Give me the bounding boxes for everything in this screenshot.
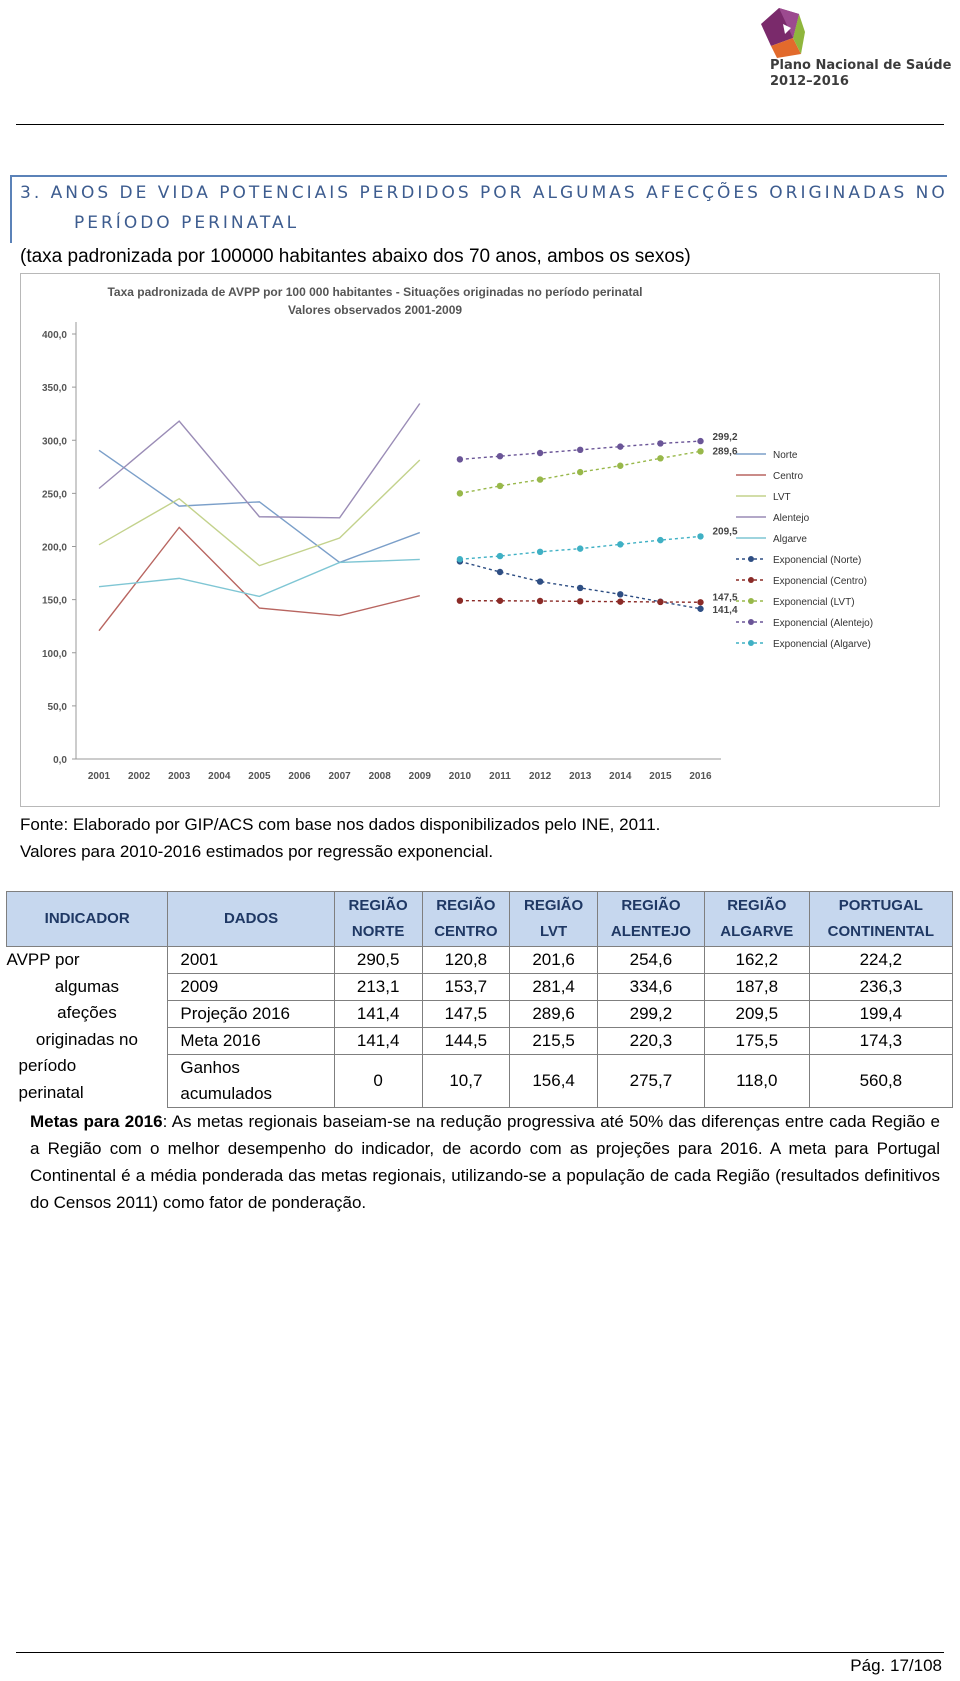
series-point xyxy=(617,541,623,547)
x-tick-label: 2011 xyxy=(489,771,511,782)
chart-title: Taxa padronizada de AVPP por 100 000 habitantes - Situações originadas no período perinatal xyxy=(107,285,643,299)
legend-label: LVT xyxy=(773,492,791,503)
series-point xyxy=(657,455,663,461)
header-dados: DADOS xyxy=(168,892,334,947)
y-tick-label: 200,0 xyxy=(41,542,67,554)
y-tick-label: 0,0 xyxy=(53,755,67,766)
series-point xyxy=(697,438,703,444)
series-point xyxy=(577,545,583,551)
legend-label: Exponencial (LVT) xyxy=(773,597,855,608)
series-point xyxy=(497,483,503,489)
header-indicador: INDICADOR xyxy=(7,892,168,947)
targets-note xyxy=(30,1108,940,1216)
footer-divider xyxy=(16,1652,944,1653)
legend-label: Alentejo xyxy=(773,513,810,524)
x-tick-label: 2010 xyxy=(448,771,472,782)
page-number: Pág. 17/108 xyxy=(850,1656,942,1675)
indicator-table xyxy=(6,891,953,1108)
y-tick-label: 150,0 xyxy=(41,595,67,607)
header-lvt: REGIÃO LVT xyxy=(510,892,598,947)
y-tick-label: 100,0 xyxy=(41,648,67,660)
chart-subtitle: Valores observados 2001-2009 xyxy=(287,303,463,317)
legend-label: Exponencial (Alentejo) xyxy=(773,618,874,629)
targets-note-text: : As metas regionais baseiam-se na redução progressiva até 50% das diferenças entre cada Região e a Região com o melhor desempenho do indicador, de acordo com as projeções para 2016. A meta para Portugal Continental é a média ponderada das metas regionais, utilizando-se a população de cada Região (resultados definitivos do Censos 2011) como fator de ponderação. xyxy=(30,1112,940,1212)
table-header-row xyxy=(7,892,953,947)
y-tick-label: 250,0 xyxy=(41,489,67,501)
chart-series xyxy=(99,403,704,630)
header-portugal: PORTUGAL CONTINENTAL xyxy=(809,892,952,947)
chart-data-labels xyxy=(713,432,738,616)
series-point xyxy=(537,578,543,584)
legend-label: Exponencial (Algarve) xyxy=(773,639,871,650)
series-line xyxy=(99,527,420,630)
series-point xyxy=(497,569,503,575)
series-point xyxy=(697,599,703,605)
x-tick-label: 2006 xyxy=(288,771,311,782)
data-label: 147,5 xyxy=(712,592,738,604)
data-label: 299,2 xyxy=(712,432,738,444)
header-divider xyxy=(16,124,944,125)
legend-marker xyxy=(748,577,754,583)
chart-container xyxy=(20,273,940,807)
data-label: 289,6 xyxy=(712,446,738,458)
x-tick-label: 2009 xyxy=(408,771,431,782)
data-label: 141,4 xyxy=(712,604,738,616)
series-point xyxy=(617,591,623,597)
section-subtitle: (taxa padronizada por 100000 habitantes abaixo dos 70 anos, ambos os sexos) xyxy=(20,246,691,267)
series-point xyxy=(457,556,463,562)
series-point xyxy=(577,447,583,453)
section-title: 3. ANOS DE VIDA POTENCIAIS PERDIDOS POR ALGUMAS AFECÇÕES ORIGINADAS NO xyxy=(20,183,948,203)
plano-nacional-logo xyxy=(745,2,955,97)
y-tick-label: 350,0 xyxy=(41,383,67,395)
x-tick-label: 2013 xyxy=(569,771,592,782)
line-chart xyxy=(21,274,939,806)
series-point xyxy=(577,585,583,591)
header-alentejo: REGIÃO ALENTEJO xyxy=(597,892,704,947)
series-point xyxy=(697,606,703,612)
header-norte: REGIÃO NORTE xyxy=(334,892,422,947)
table-row: AVPP por algumas afeções originadas no período perinatal 2001 290,5 120,8 201,6 254,6 162,2 224,2 xyxy=(7,947,953,974)
chart-legend xyxy=(736,450,873,650)
table-row: Projeção 2016 141,4 147,5 289,6 299,2 209,5 199,4 xyxy=(7,1001,953,1028)
x-tick-label: 2001 xyxy=(87,771,111,782)
series-point xyxy=(537,450,543,456)
table-row: 2009 213,1 153,7 281,4 334,6 187,8 236,3 xyxy=(7,974,953,1001)
series-point xyxy=(457,456,463,462)
legend-marker xyxy=(748,598,754,604)
table-row: Ganhos acumulados 0 10,7 156,4 275,7 118,0 560,8 xyxy=(7,1055,953,1108)
legend-marker xyxy=(748,619,754,625)
series-point xyxy=(697,448,703,454)
series-point xyxy=(617,598,623,604)
legend-label: Exponencial (Norte) xyxy=(773,555,862,566)
x-tick-label: 2007 xyxy=(328,771,351,782)
targets-note-heading: Metas para 2016 xyxy=(30,1112,163,1131)
series-point xyxy=(577,598,583,604)
legend-label: Centro xyxy=(773,471,804,482)
series-point xyxy=(497,453,503,459)
x-tick-label: 2008 xyxy=(368,771,391,782)
series-point xyxy=(617,443,623,449)
series-point xyxy=(657,440,663,446)
series-point xyxy=(577,469,583,475)
legend-marker xyxy=(748,556,754,562)
series-point xyxy=(457,490,463,496)
table-row: Meta 2016 141,4 144,5 215,5 220,3 175,5 174,3 xyxy=(7,1028,953,1055)
series-point xyxy=(657,537,663,543)
x-tick-label: 2004 xyxy=(208,771,231,782)
x-tick-label: 2014 xyxy=(609,771,632,782)
series-point xyxy=(537,476,543,482)
x-tick-label: 2012 xyxy=(528,771,552,782)
series-point xyxy=(497,553,503,559)
series-point xyxy=(617,463,623,469)
legend-label: Norte xyxy=(773,450,798,461)
series-point xyxy=(497,598,503,604)
legend-marker xyxy=(748,640,754,646)
header-algarve: REGIÃO ALGARVE xyxy=(704,892,809,947)
series-line xyxy=(99,403,420,517)
series-point xyxy=(537,549,543,555)
x-tick-label: 2005 xyxy=(248,771,271,782)
section-title-continued: PERÍODO PERINATAL xyxy=(74,213,300,233)
series-point xyxy=(657,599,663,605)
x-tick-label: 2015 xyxy=(649,771,672,782)
legend-label: Exponencial (Centro) xyxy=(773,576,867,587)
y-tick-label: 50,0 xyxy=(47,701,67,713)
indicator-cell: AVPP por algumas afeções originadas no período perinatal xyxy=(6,950,138,1102)
logo-line-2: 2012–2016 xyxy=(770,74,849,89)
data-label: 209,5 xyxy=(712,526,738,538)
source-note: Fonte: Elaborado por GIP/ACS com base nos dados disponibilizados pelo INE, 2011. xyxy=(20,815,661,834)
y-tick-label: 300,0 xyxy=(41,436,67,448)
estimation-note: Valores para 2010-2016 estimados por regressão exponencial. xyxy=(20,842,494,861)
series-point xyxy=(537,598,543,604)
x-tick-label: 2016 xyxy=(689,771,712,782)
chart-axes xyxy=(42,322,721,782)
logo-line-1: Plano Nacional de Saúde xyxy=(770,58,952,73)
x-tick-label: 2002 xyxy=(127,771,151,782)
legend-label: Algarve xyxy=(773,534,807,545)
header-centro: REGIÃO CENTRO xyxy=(422,892,510,947)
x-tick-label: 2003 xyxy=(168,771,191,782)
series-point xyxy=(457,597,463,603)
logo-icon xyxy=(753,2,813,60)
series-point xyxy=(697,533,703,539)
y-tick-label: 400,0 xyxy=(41,330,67,341)
